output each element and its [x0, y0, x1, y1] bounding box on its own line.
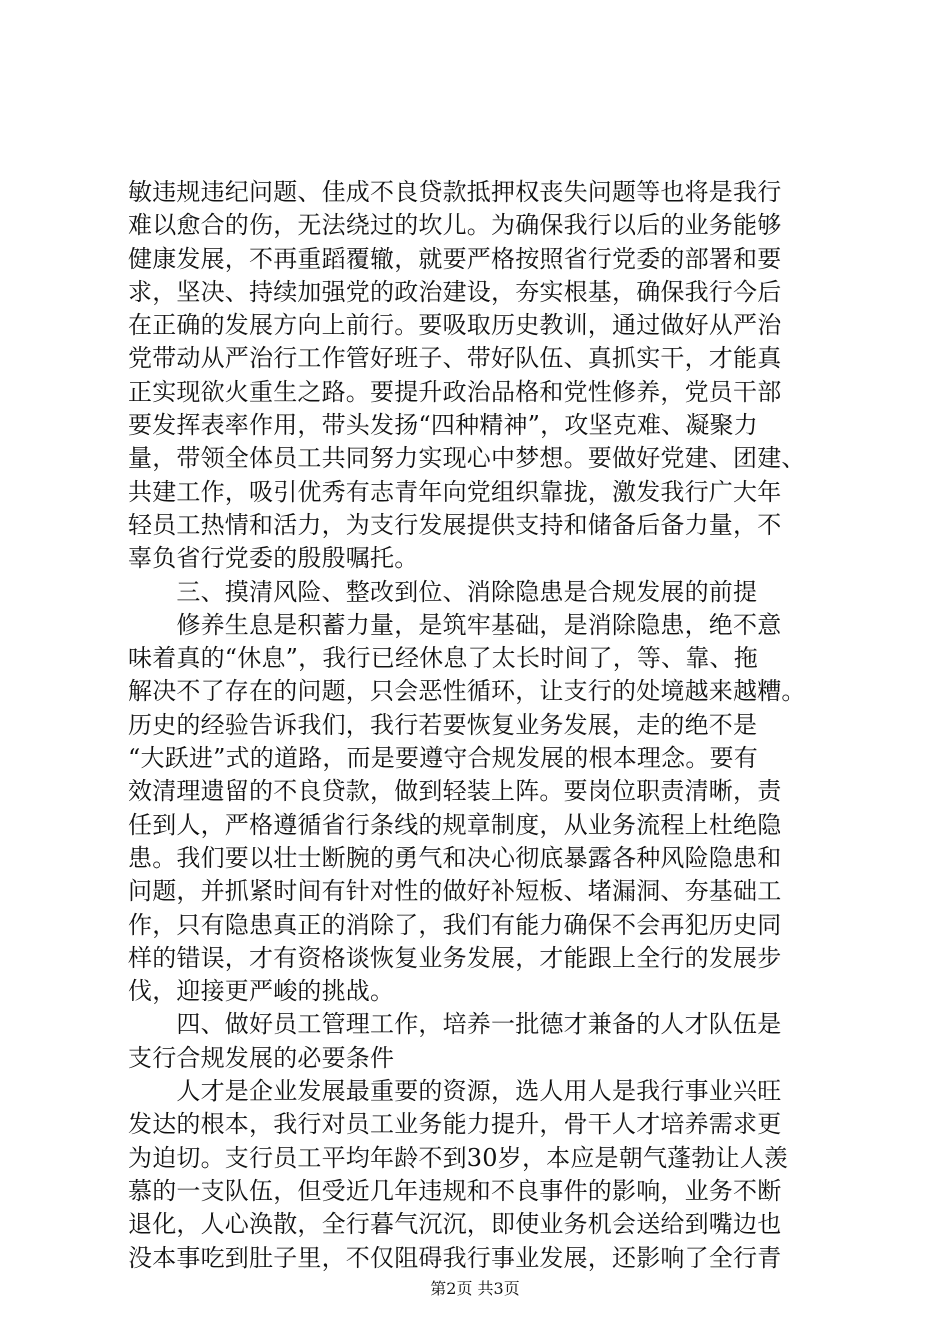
text-line: 退化，人心涣散，全行暮气沉沉，即使业务机会送给到嘴边也	[128, 1210, 782, 1239]
text-line: 解决不了存在的问题，只会恶性循环，让支行的处境越来越糟。	[128, 677, 806, 706]
text-line: 作，只有隐患真正的消除了，我们有能力确保不会再犯历史同	[128, 910, 782, 939]
text-line: 要发挥表率作用，带头发扬“四种精神”，攻坚克难、凝聚力	[128, 411, 758, 440]
text-line: 共建工作，吸引优秀有志青年向党组织靠拢，激发我行广大年	[128, 477, 782, 506]
text-line: 效清理遗留的不良贷款，做到轻装上阵。要岗位职责清晰，责	[128, 777, 782, 806]
text-line: 在正确的发展方向上前行。要吸取历史教训，通过做好从严治	[128, 311, 782, 340]
text-line: 量，带领全体员工共同努力实现心中梦想。要做好党建、团建、	[128, 444, 806, 473]
text-line: 样的错误，才有资格谈恢复业务发展，才能跟上全行的发展步	[128, 943, 782, 972]
text-line: 没本事吃到肚子里，不仅阻碍我行事业发展，还影响了全行青	[128, 1243, 782, 1272]
text-line: 敏违规违纪问题、佳成不良贷款抵押权丧失问题等也将是我行	[128, 178, 782, 206]
text-line: 人才是企业发展最重要的资源，选人用人是我行事业兴旺	[128, 1077, 782, 1106]
text-line: 味着真的“休息”，我行已经休息了太长时间了，等、靠、拖	[128, 644, 758, 673]
text-line: 辜负省行党委的殷殷嘱托。	[128, 544, 419, 573]
text-line: 为迫切。支行员工平均年龄不到30岁，本应是朝气蓬勃让人羡	[128, 1143, 789, 1172]
text-line: “大跃进”式的道路，而是要遵守合规发展的根本理念。要有	[128, 744, 758, 773]
text-line: 党带动从严治行工作管好班子、带好队伍、真抓实干，才能真	[128, 344, 782, 373]
text-line: 历史的经验告诉我们，我行若要恢复业务发展，走的绝不是	[128, 710, 758, 739]
text-line: 求，坚决、持续加强党的政治建设，夯实根基，确保我行今后	[128, 277, 782, 306]
text-line: 健康发展，不再重蹈覆辙，就要严格按照省行党委的部署和要	[128, 244, 782, 273]
text-line: 难以愈合的伤，无法绕过的坎儿。为确保我行以后的业务能够	[128, 211, 782, 240]
document-body	[128, 176, 838, 1275]
text-line: 正实现欲火重生之路。要提升政治品格和党性修养，党员干部	[128, 377, 782, 406]
text-line: 发达的根本，我行对员工业务能力提升，骨干人才培养需求更	[128, 1110, 782, 1139]
text-line: 患。我们要以壮士断腕的勇气和决心彻底暴露各种风险隐患和	[128, 843, 782, 872]
text-line: 修养生息是积蓄力量，是筑牢基础，是消除隐患，绝不意	[128, 610, 782, 639]
page-footer: 第2页 共3页	[430, 1279, 520, 1298]
text-line: 轻员工热情和活力，为支行发展提供支持和储备后备力量，不	[128, 510, 782, 539]
section-heading: 支行合规发展的必要条件	[128, 1043, 395, 1072]
section-heading: 四、做好员工管理工作，培养一批德才兼备的人才队伍是	[128, 1010, 782, 1039]
text-line: 伐，迎接更严峻的挑战。	[128, 977, 395, 1006]
text-line: 问题，并抓紧时间有针对性的做好补短板、堵漏洞、夯基础工	[128, 877, 782, 906]
text-line: 任到人，严格遵循省行条线的规章制度，从业务流程上杜绝隐	[128, 810, 782, 839]
text-line: 慕的一支队伍，但受近几年违规和不良事件的影响，业务不断	[128, 1176, 782, 1205]
section-heading: 三、摸清风险、整改到位、消除隐患是合规发展的前提	[128, 577, 758, 606]
